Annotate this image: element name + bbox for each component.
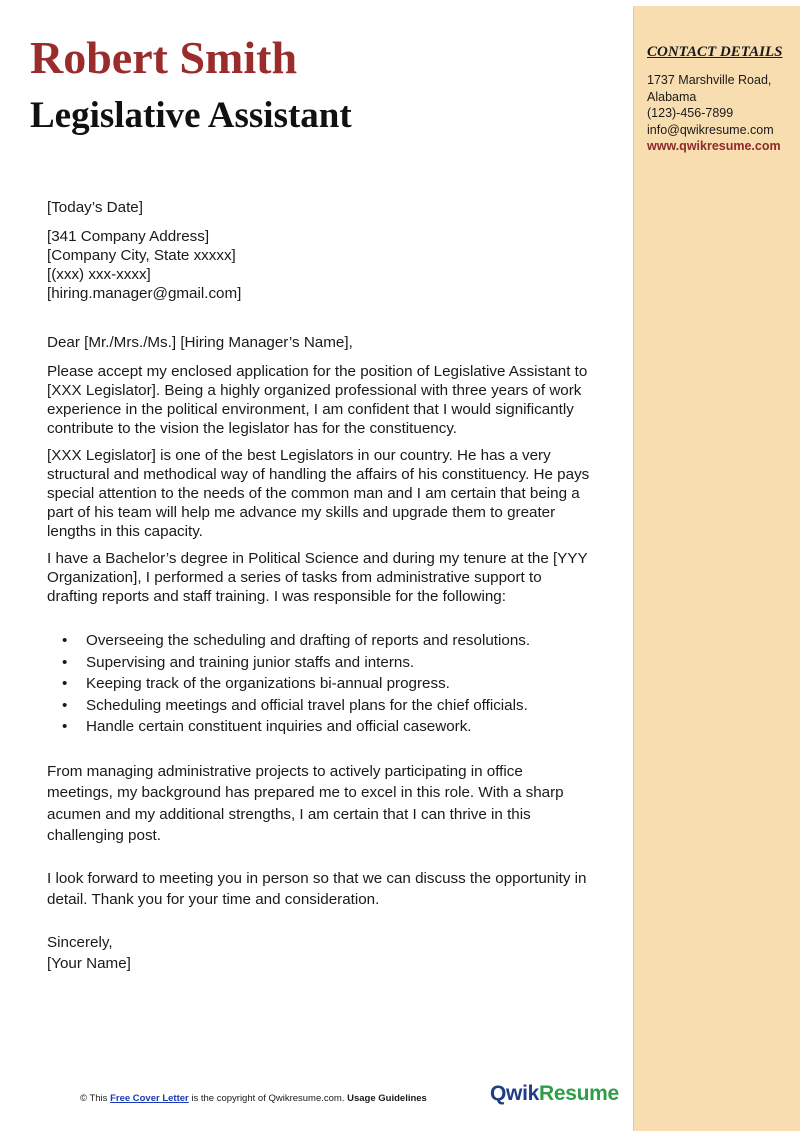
recipient-line: [hiring.manager@gmail.com] — [47, 285, 242, 302]
applicant-name: Robert Smith — [30, 32, 298, 83]
list-item: • Supervising and training junior staffs and interns. — [86, 652, 592, 674]
list-item: • Keeping track of the organizations bi-annual progress. — [86, 673, 592, 695]
contact-lines — [647, 72, 781, 155]
contact-address-line2: Alabama — [647, 89, 697, 104]
job-title: Legislative Assistant — [30, 95, 352, 136]
bullet-icon: • — [62, 718, 68, 735]
bullet-icon: • — [62, 675, 68, 692]
signoff: Sincerely, — [47, 933, 113, 951]
duties-list — [47, 630, 592, 738]
salutation: Dear [Mr./Mrs./Ms.] [Hiring Manager’s Name], — [47, 334, 353, 351]
free-cover-letter-link[interactable]: Free Cover Letter — [110, 1093, 189, 1104]
recipient-line: [(xxx) xxx-xxxx] — [47, 266, 151, 283]
recipient-line: [341 Company Address] — [47, 228, 210, 245]
list-item: • Handle certain constituent inquiries and official casework. — [86, 716, 592, 738]
footer-text-before: This — [89, 1093, 108, 1104]
letter-body — [47, 198, 592, 975]
contact-address-line1: 1737 Marshville Road, — [647, 73, 772, 87]
list-item: • Overseeing the scheduling and drafting of reports and resolutions. — [86, 630, 592, 652]
qwikresume-logo[interactable] — [490, 1082, 619, 1106]
contact-sidebar — [633, 6, 800, 1131]
bullet-icon: • — [62, 653, 68, 671]
copyright-footer — [80, 1093, 427, 1104]
contact-details-heading: CONTACT DETAILS — [647, 44, 783, 60]
footer-text-middle: is the copyright of Qwikresume.com. — [191, 1093, 345, 1104]
bullet-icon: • — [62, 632, 68, 649]
body-paragraph-1: Please accept my enclosed application for the position of Legislative Assistant to [XXX Legislator]. Being a highly organized professional with three years of work experience in the political environment, I am confident that I would significantly contribute to the vision the legislator has for the constituency. — [47, 363, 588, 437]
signature: [Your Name] — [47, 955, 131, 972]
closing-paragraph-1: From managing administrative projects to actively participating in office meetings, my background has prepared me to excel in this role. With a sharp acumen and my additional strengths, I am certain that I can thrive in this challenging post. — [47, 762, 564, 844]
recipient-line: [Company City, State xxxxx] — [47, 247, 236, 264]
list-item: • Scheduling meetings and official travel plans for the chief officials. — [86, 695, 592, 717]
closing-paragraph-2: I look forward to meeting you in person so that we can discuss the opportunity in detail. Thank you for your time and consideration. — [47, 869, 587, 908]
bullet-icon: • — [62, 696, 68, 714]
recipient-address — [47, 227, 592, 303]
body-paragraph-2: [XXX Legislator] is one of the best Legislators in our country. He has a very structural and methodical way of handling the affairs of his constituency. He pays special attention to the needs of the common man and I am certain that being a part of his team will help me advance my skills and upgrade them to greater lengths in this capacity. — [47, 447, 590, 540]
contact-phone: (123)-456-7899 — [647, 106, 734, 120]
contact-website[interactable]: www.qwikresume.com — [647, 139, 781, 153]
body-paragraph-3: I have a Bachelor’s degree in Political Science and during my tenure at the [YYY Organization], I performed a series of tasks from administrative support to drafting reports and staff training. I was responsible for the following: — [47, 550, 588, 605]
contact-email[interactable]: info@qwikresume.com — [647, 122, 774, 137]
logo-part-qwik: Qwik — [490, 1082, 539, 1105]
logo-part-resume: Resume — [538, 1082, 619, 1105]
copyright-icon: © — [80, 1093, 87, 1104]
letter-date: [Today’s Date] — [47, 199, 143, 216]
usage-guidelines-link[interactable]: Usage Guidelines — [347, 1093, 427, 1104]
